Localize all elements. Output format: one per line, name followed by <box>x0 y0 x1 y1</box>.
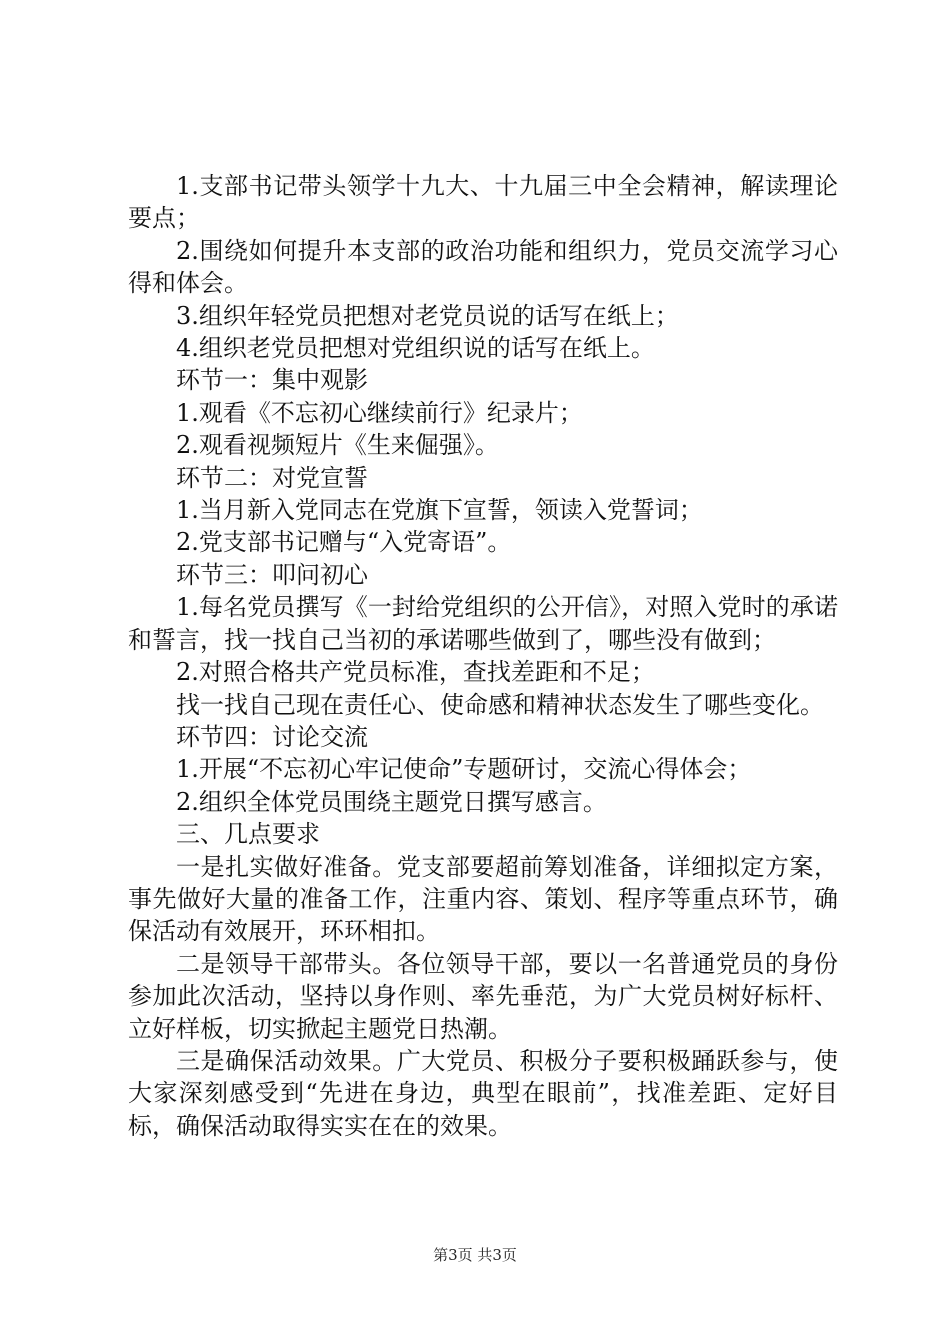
section-heading-1: 环节一：集中观影 <box>176 366 368 395</box>
section-heading-2: 环节二：对党宣誓 <box>176 463 368 492</box>
paragraph-11: 找一找自己现在责任心、使命感和精神状态发生了哪些变化。 <box>176 690 824 719</box>
paragraph-2: 2.围绕如何提升本支部的政治功能和组织力，党员交流学习心得和体会。 <box>128 236 838 298</box>
paragraph-6: 2.观看视频短片《生来倔强》。 <box>176 431 499 460</box>
paragraph-4: 4.组织老党员把想对党组织说的话写在纸上。 <box>176 334 655 363</box>
paragraph-1: 1.支部书记带头领学十九大、十九届三中全会精神，解读理论要点； <box>128 172 838 233</box>
paragraph-3: 3.组织年轻党员把想对老党员说的话写在纸上； <box>176 301 679 330</box>
section-heading-5: 三、几点要求 <box>176 820 320 849</box>
paragraph-8: 2.党支部书记赠与“入党寄语”。 <box>176 528 512 557</box>
paragraph-10: 2.对照合格共产党员标准，查找差距和不足； <box>176 658 655 687</box>
paragraph-7: 1.当月新入党同志在党旗下宣誓，领读入党誓词； <box>176 496 703 525</box>
section-heading-4: 环节四：讨论交流 <box>176 722 368 751</box>
paragraph-5: 1.观看《不忘初心继续前行》纪录片； <box>176 398 583 427</box>
paragraph-12: 1.开展“不忘初心牢记使命”专题研讨，交流心得体会； <box>176 755 752 784</box>
page-footer: 第3页 共3页 <box>433 1246 517 1264</box>
paragraph-16: 三是确保活动效果。广大党员、积极分子要积极踊跃参与，使大家深刻感受到“先进在身边，典型在眼前”，找准差距、定好目标，确保活动取得实实在在的效果。 <box>128 1046 838 1140</box>
paragraph-13: 2.组织全体党员围绕主题党日撰写感言。 <box>176 787 607 816</box>
paragraph-14: 一是扎实做好准备。党支部要超前筹划准备，详细拟定方案，事先做好大量的准备工作，注重内容、策划、程序等重点环节，确保活动有效展开，环环相扣。 <box>128 852 838 946</box>
section-heading-3: 环节三：叩问初心 <box>176 560 368 589</box>
document-body <box>128 170 838 1142</box>
paragraph-9: 1.每名党员撰写《一封给党组织的公开信》，对照入党时的承诺和誓言，找一找自己当初的承诺哪些做到了，哪些没有做到； <box>128 593 838 654</box>
paragraph-15: 二是领导干部带头。各位领导干部，要以一名普通党员的身份参加此次活动，坚持以身作则、率先垂范，为广大党员树好标杆、立好样板，切实掀起主题党日热潮。 <box>128 949 838 1043</box>
